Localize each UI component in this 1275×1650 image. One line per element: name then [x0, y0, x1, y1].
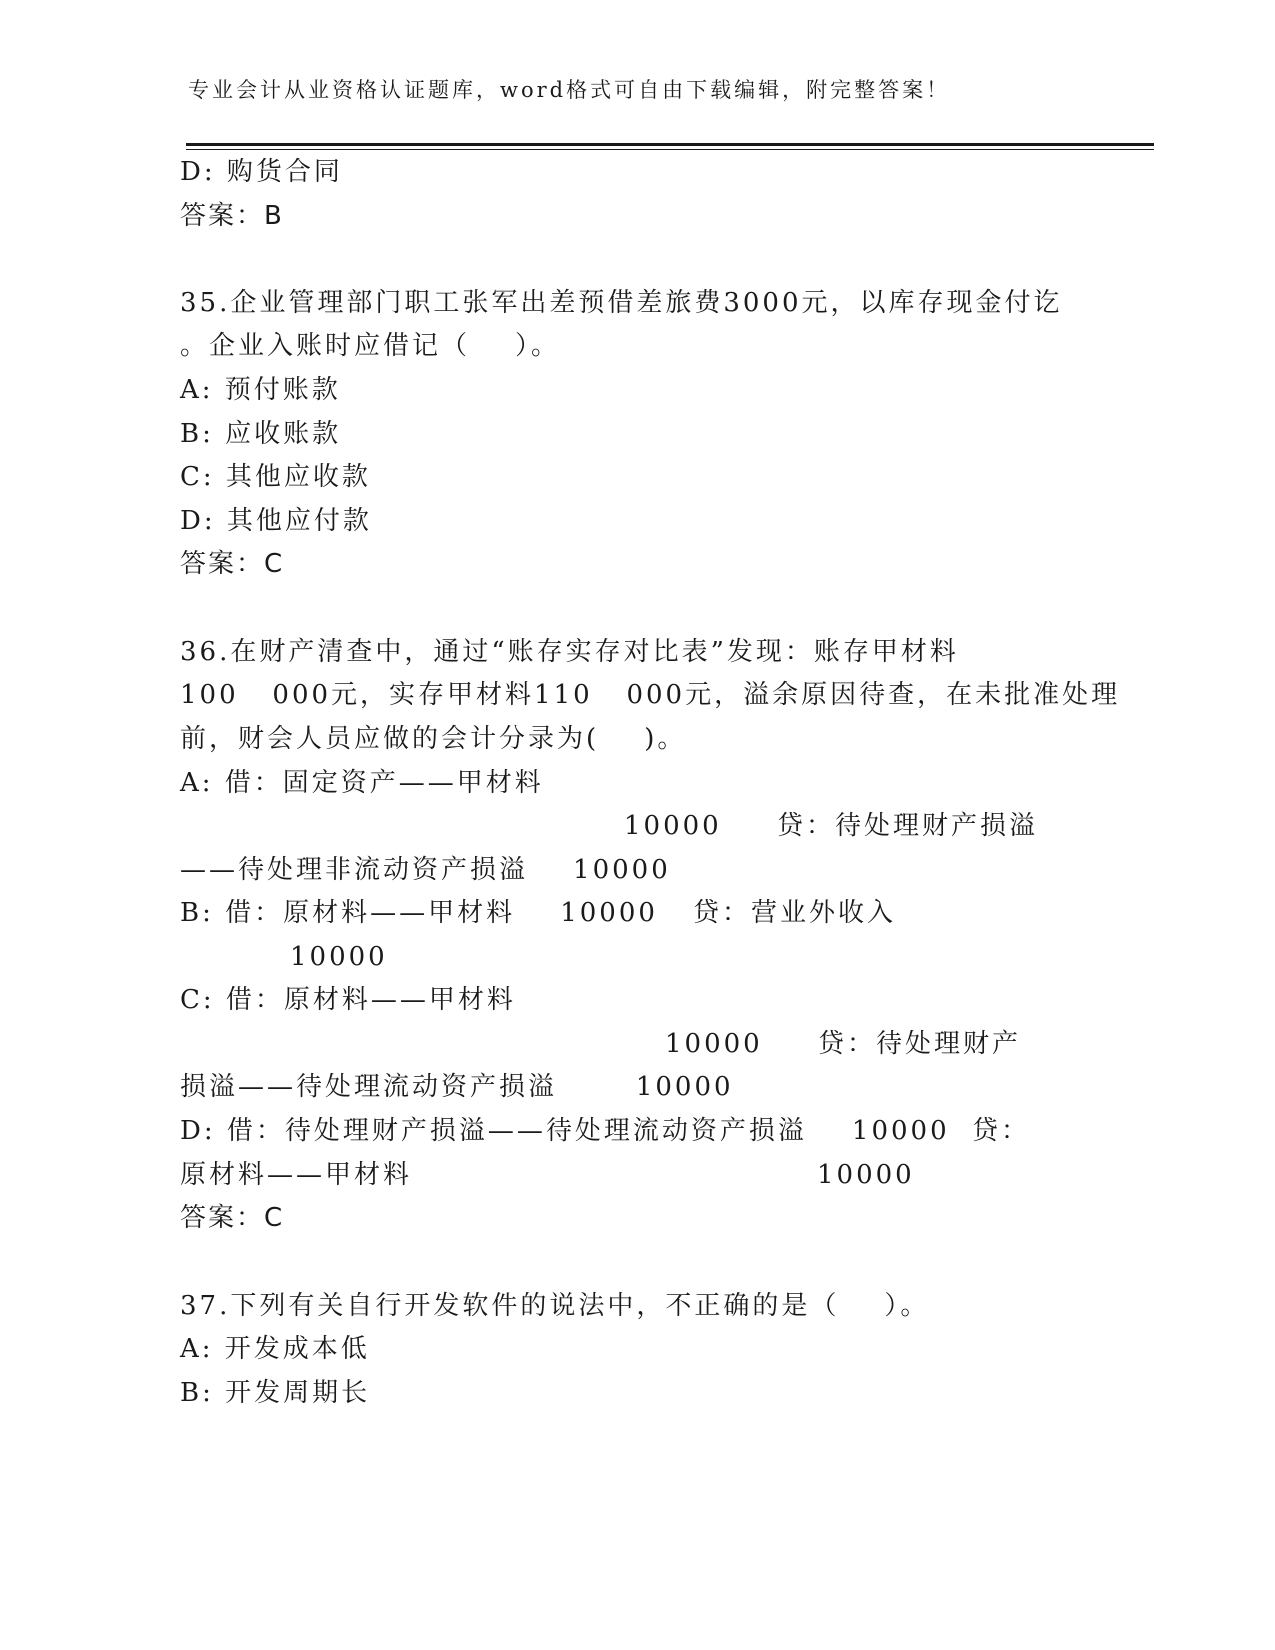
- q35-option-a: A: 预付账款: [180, 375, 341, 405]
- q35-answer: 答案：C: [180, 549, 285, 579]
- q36-option-a-line1: A: 借：固定资产——甲材料: [180, 768, 544, 798]
- header-rule-thick: [186, 143, 1154, 146]
- q36-option-a-debit-amount: 10000: [624, 811, 722, 841]
- q36-stem-line1: 36.在财产清查中，通过“账存实存对比表”发现：账存甲材料: [180, 637, 959, 667]
- q36-option-c-line1: C: 借：原材料——甲材料: [180, 985, 516, 1015]
- q36-option-b-credit-amount: 10000: [290, 942, 388, 972]
- q36-option-b-credit: 贷：营业外收入: [693, 898, 897, 928]
- prev-option-d: D: 购货合同: [180, 157, 343, 187]
- q36-stem-line3: 前，财会人员应做的会计分录为( )。: [180, 724, 687, 754]
- q36-option-c-credit: 贷：待处理财产: [818, 1029, 1022, 1059]
- q36-answer: 答案：C: [180, 1203, 285, 1233]
- q36-option-b-line1: B: 借：原材料——甲材料 10000: [180, 898, 658, 928]
- q36-option-c-line3: 损溢——待处理流动资产损溢 10000: [180, 1072, 734, 1102]
- q37-option-b: B: 开发周期长: [180, 1378, 371, 1408]
- q35-option-d: D: 其他应付款: [180, 506, 372, 536]
- q35-stem-line1: 35.企业管理部门职工张军出差预借差旅费3000元，以库存现金付讫: [180, 288, 1063, 318]
- q36-option-c-debit-amount: 10000: [665, 1029, 763, 1059]
- q35-option-b: B: 应收账款: [180, 419, 342, 449]
- q36-option-d-credit-amount: 10000: [817, 1160, 915, 1190]
- q35-option-c: C: 其他应收款: [180, 462, 371, 492]
- q36-stem-line2: 100 000元，实存甲材料110 000元，溢余原因待查，在未批准处理: [180, 680, 1121, 710]
- q36-option-a-line3: ——待处理非流动资产损溢 10000: [180, 855, 671, 885]
- q35-stem-line2: 。企业入账时应借记（ ）。: [180, 331, 561, 361]
- page-header: 专业会计从业资格认证题库，word格式可自由下载编辑，附完整答案！: [188, 78, 951, 102]
- q36-option-d-credit: 贷：: [972, 1116, 1031, 1146]
- header-rule-thin: [186, 149, 1154, 150]
- q36-option-d-line2: 原材料——甲材料: [180, 1160, 413, 1190]
- q37-stem: 37.下列有关自行开发软件的说法中，不正确的是（ ）。: [180, 1291, 930, 1321]
- q37-option-a: A: 开发成本低: [180, 1334, 370, 1364]
- q36-option-d-line1: D: 借：待处理财产损溢——待处理流动资产损溢 10000: [180, 1116, 950, 1146]
- prev-answer: 答案：B: [180, 201, 284, 231]
- q36-option-a-credit: 贷：待处理财产损溢: [777, 811, 1039, 841]
